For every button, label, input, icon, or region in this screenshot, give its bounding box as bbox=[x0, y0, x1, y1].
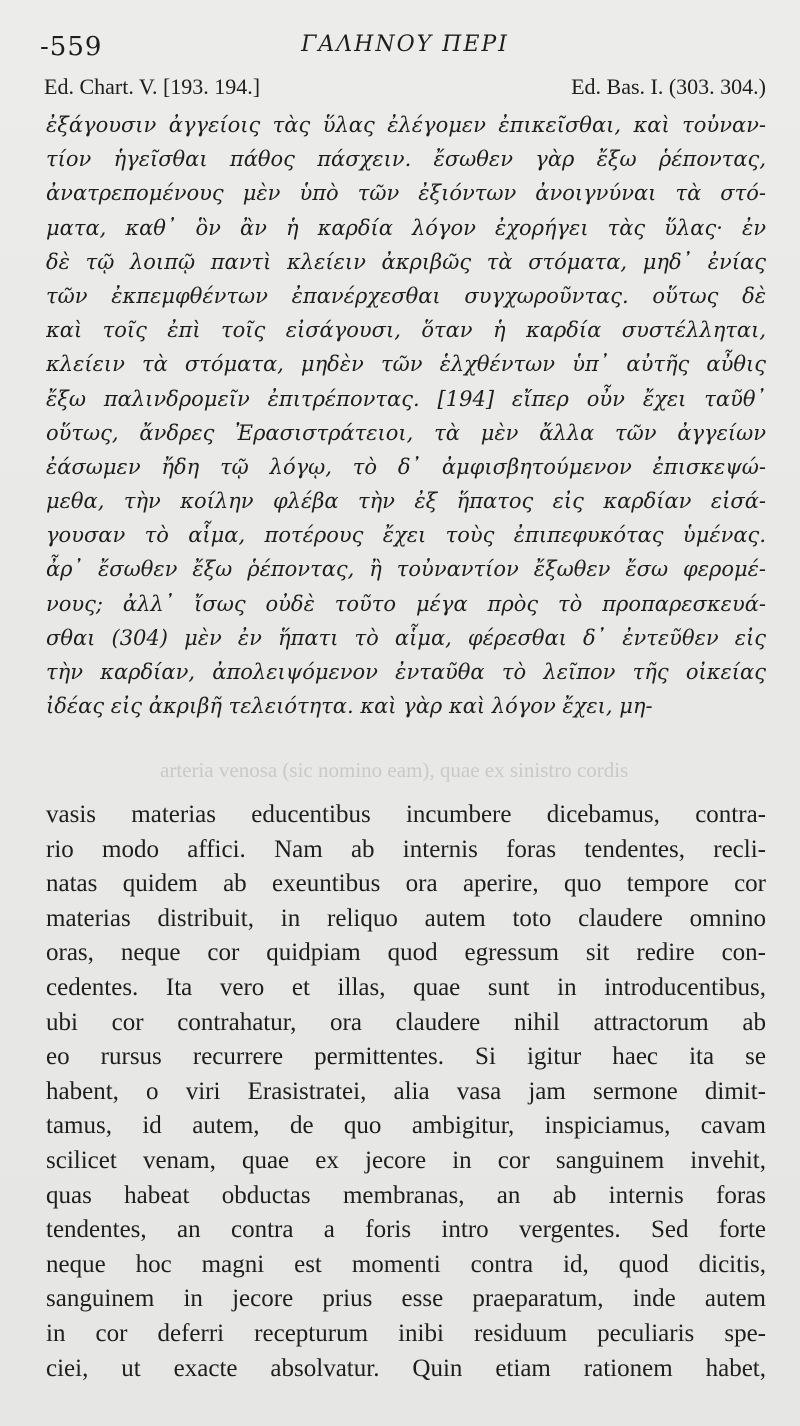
edition-chart-reference: Ed. Chart. V. [193. 194.] bbox=[44, 74, 261, 99]
latin-line: materias distribuit, in reliquo autem toto claudere omnino bbox=[46, 904, 766, 932]
greek-line: ἐάσωμεν ἤδη τῷ λόγῳ, τὸ δ᾿ ἀμφισβητούμενον ἐπισκεψώ- bbox=[46, 454, 766, 479]
greek-line: νους; ἀλλ᾿ ἴσως οὐδὲ τοῦτο μέγα πρὸς τὸ προπαρεσκευά- bbox=[46, 591, 766, 616]
greek-line: ἆρ᾿ ἔσωθεν ἔξω ῥέποντας, ἢ τοὐναντίον ἔξωθεν ἔσω φερομέ- bbox=[46, 557, 766, 582]
greek-text-block bbox=[46, 108, 766, 723]
latin-line: natas quidem ab exeuntibus ora aperire, quo tempore cor bbox=[46, 870, 766, 898]
greek-line: δὲ τῷ λοιπῷ παντὶ κλείειν ἀκριβῶς τὰ στόματα, μηδ᾿ ἐνίας bbox=[46, 249, 766, 274]
latin-line: ciei, ut exacte absolvatur. Quin etiam rationem habet, bbox=[46, 1354, 766, 1382]
greek-line: ἐξάγουσιν ἀγγείοις τὰς ὕλας ἐλέγομεν ἐπικεῖσθαι, καὶ τοὐναν- bbox=[46, 113, 766, 137]
greek-line: ματα, καθ᾿ ὃν ἂν ἡ καρδία λόγον ἐχορήγει τὰς ὕλας· ἐν bbox=[46, 215, 766, 240]
greek-line: ἰδέας εἰς ἀκριβῆ τελειότητα. καὶ γὰρ καὶ λόγον ἔχει, μη- bbox=[46, 694, 653, 719]
edition-basel-reference: Ed. Bas. I. (303. 304.) bbox=[571, 74, 766, 99]
page-header bbox=[40, 26, 770, 70]
latin-line: tamus, id autem, de quo ambigitur, inspiciamus, cavam bbox=[46, 1112, 766, 1140]
greek-line: καὶ τοῖς ἐπὶ τοῖς εἰσάγουσι, ὅταν ἡ καρδία συστέλληται, bbox=[46, 318, 766, 343]
latin-line: tendentes, an contra a foris intro vergentes. Sed forte bbox=[46, 1216, 766, 1244]
latin-line: sanguinem in jecore prius esse praeparatum, inde autem bbox=[46, 1285, 766, 1313]
latin-text-block bbox=[46, 798, 766, 1386]
latin-line: quas habeat obductas membranas, an ab internis foras bbox=[46, 1181, 766, 1209]
latin-line: cedentes. Ita vero et illas, quae sunt in introducentibus, bbox=[46, 973, 766, 1001]
latin-line: vasis materias educentibus incumbere dicebamus, contra- bbox=[46, 801, 766, 828]
bleed-through-text: arteria venosa (sic nomino eam), quae ex sinistro cordis bbox=[160, 758, 629, 782]
greek-line: σθαι (304) μὲν ἐν ἥπατι τὸ αἷμα, φέρεσθαι δ᾿ ἐντεῦθεν εἰς bbox=[46, 625, 766, 650]
greek-line: ἔξω παλινδρομεῖν ἐπιτρέποντας. [194] εἴπερ οὖν ἔχει ταῦθ᾿ bbox=[46, 386, 766, 411]
running-title: ΓΑΛΗΝΟΥ ΠΕΡΙ bbox=[301, 32, 509, 57]
edition-references bbox=[44, 74, 766, 108]
greek-line: οὕτως, ἄνδρες Ἐρασιστράτειοι, τὰ μὲν ἄλλα τῶν ἀγγείων bbox=[46, 420, 766, 445]
latin-line: eo rursus recurrere permittentes. Si igitur haec ita se bbox=[46, 1043, 766, 1071]
latin-line: rio modo affici. Nam ab internis foras tendentes, recli- bbox=[46, 835, 766, 863]
greek-line: ἀνατρεπομένους μὲν ὑπὸ τῶν ἐξιόντων ἀνοιγνύναι τὰ στό- bbox=[46, 181, 766, 206]
latin-line: scilicet venam, quae ex jecore in cor sanguinem invehit, bbox=[46, 1146, 766, 1174]
latin-line: oras, neque cor quidpiam quod egressum sit redire con- bbox=[46, 939, 766, 967]
greek-line: τῶν ἐκπεμφθέντων ἐπανέρχεσθαι συγχωροῦντας. οὕτως δὲ bbox=[46, 283, 766, 308]
latin-line: in cor deferri recepturum inibi residuum peculiaris spe- bbox=[46, 1319, 766, 1347]
latin-line: habent, o viri Erasistratei, alia vasa jam sermone dimit- bbox=[46, 1077, 766, 1105]
latin-line: ubi cor contrahatur, ora claudere nihil attractorum ab bbox=[46, 1008, 766, 1036]
greek-line: τίον ἡγεῖσθαι πάθος πάσχειν. ἔσωθεν γὰρ ἔξω ῥέποντας, bbox=[46, 147, 766, 172]
greek-line: μεθα, τὴν κοίλην φλέβα τὴν ἐξ ἥπατος εἰς καρδίαν εἰσά- bbox=[46, 489, 766, 514]
greek-line: γουσαν τὸ αἷμα, ποτέρους ἔχει τοὺς ἐπιπεφυκότας ὑμένας. bbox=[46, 523, 766, 548]
page-number: -559 bbox=[40, 32, 103, 62]
greek-line: κλείειν τὰ στόματα, μηδὲν τῶν ἑλχθέντων ὑπ᾿ αὐτῆς αὖθις bbox=[46, 352, 766, 377]
greek-line: τὴν καρδίαν, ἀπολειψόμενον ἐνταῦθα τὸ λεῖπον τῆς οἰκείας bbox=[46, 660, 766, 684]
latin-line: neque hoc magni est momenti contra id, quod dicitis, bbox=[46, 1250, 766, 1278]
